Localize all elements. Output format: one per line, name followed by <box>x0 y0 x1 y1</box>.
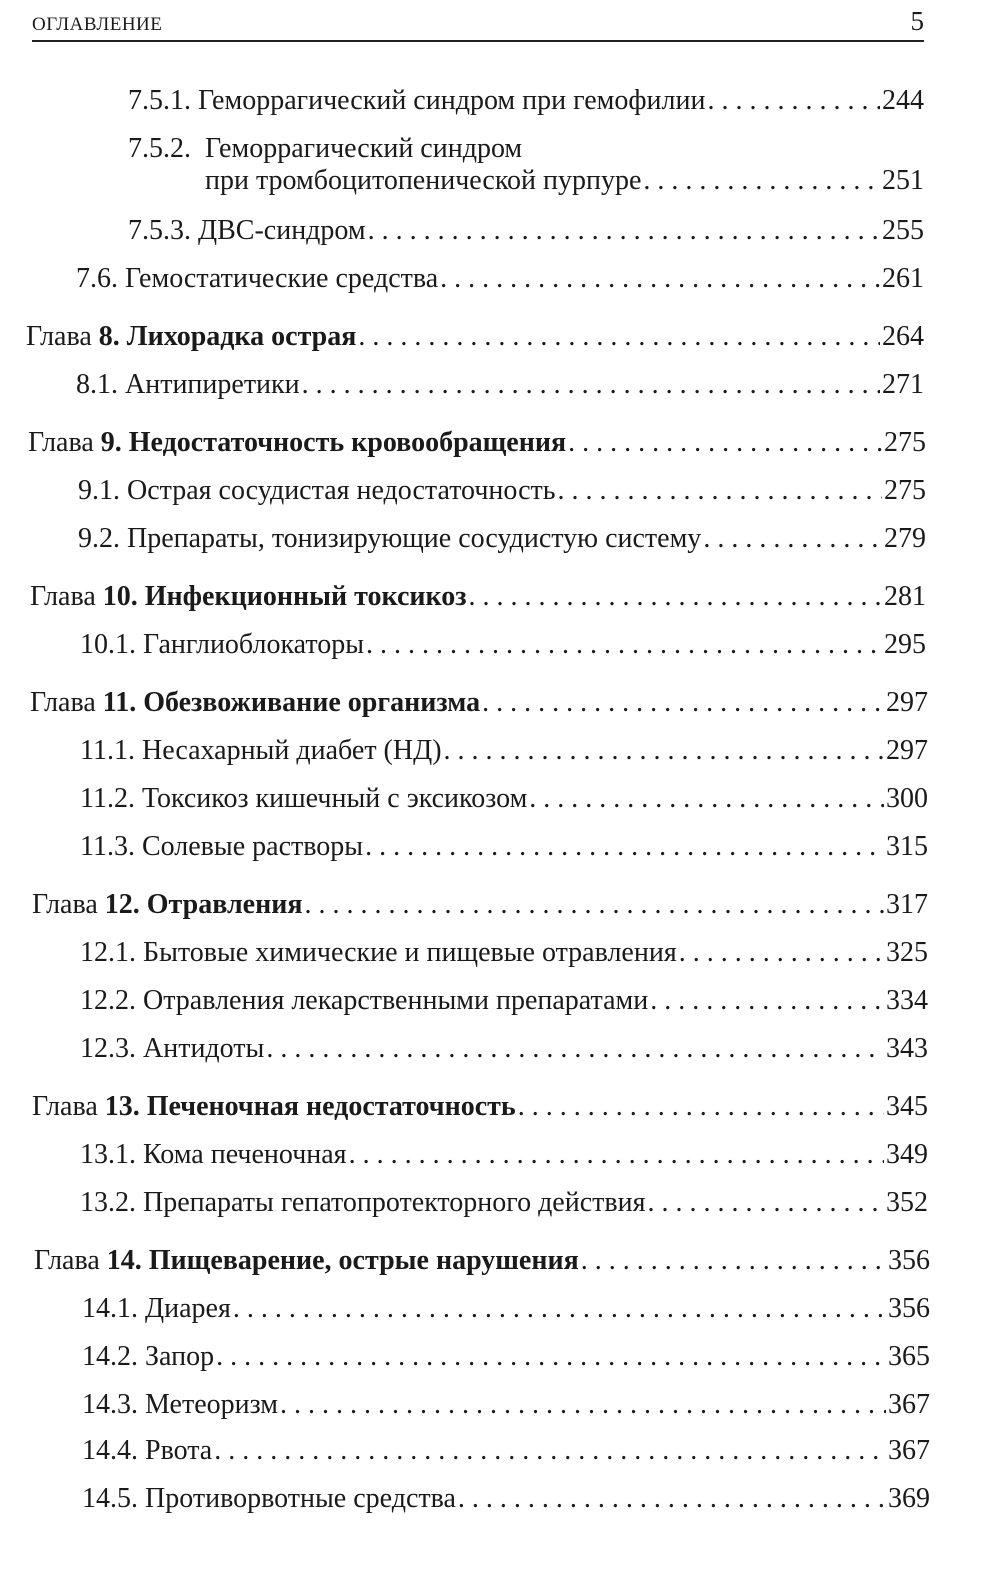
toc-page-number: 343 <box>886 1033 928 1064</box>
toc-entry-label <box>82 1340 214 1374</box>
leader-dots <box>568 426 882 460</box>
toc-page-number: 264 <box>882 321 924 352</box>
toc-entry-title: ДВС-синдром <box>198 215 366 246</box>
toc-page-number: 275 <box>884 427 926 458</box>
leader-dots <box>302 368 880 402</box>
toc-entry-label <box>128 84 705 118</box>
leader-dots <box>647 1186 884 1220</box>
leader-dots <box>581 1244 886 1278</box>
toc-entry-label <box>28 426 566 460</box>
toc-entry-title: Диарея <box>145 1293 231 1324</box>
toc-entry-title: Препараты гепатопротекторного действия <box>143 1187 646 1218</box>
toc-entry-number: 7.5.2. <box>128 133 191 164</box>
chapter-title: 9. Недостаточность кровообращения <box>100 427 567 458</box>
chapter-title: 11. Обезвоживание организма <box>102 687 481 718</box>
toc-entry-label <box>78 474 556 508</box>
toc-page-number: 281 <box>884 581 926 612</box>
toc-entry-title: Антипиретики <box>125 369 300 400</box>
leader-dots <box>280 1388 886 1422</box>
toc-entry-label <box>80 734 442 768</box>
toc-entry-title: Метеоризм <box>145 1389 278 1420</box>
toc-page-number: 295 <box>884 629 926 660</box>
toc-entry-number: 9.1. <box>78 475 120 506</box>
toc-entry-number: 14.2. <box>82 1341 138 1372</box>
toc-entry-number: 10.1. <box>80 629 136 660</box>
toc-page-number: 352 <box>886 1187 928 1218</box>
toc-entry-label <box>82 1434 212 1468</box>
toc-entry-title: Токсикоз кишечный с эксикозом <box>141 783 528 814</box>
chapter-prefix: Глава <box>30 687 96 718</box>
toc-entry-label <box>80 628 364 662</box>
toc-entry-label <box>82 1388 278 1422</box>
toc-entry-title: Запор <box>145 1341 215 1372</box>
toc-entry-number: 14.3. <box>82 1389 138 1420</box>
toc-page-number: 297 <box>886 687 928 718</box>
toc-entry-number: 9.2. <box>78 523 120 554</box>
toc-page-number: 251 <box>882 165 924 196</box>
leader-dots <box>558 474 882 508</box>
toc-entry-label <box>80 1186 645 1220</box>
toc-entry-label <box>78 522 701 556</box>
chapter-prefix: Глава <box>34 1245 100 1276</box>
toc-entry-label <box>80 782 527 816</box>
toc-page-number: 271 <box>882 369 924 400</box>
toc-entry-label <box>32 888 303 922</box>
toc-page-number: 300 <box>886 783 928 814</box>
chapter-title: 14. Пищеварение, острые нарушения <box>106 1245 579 1276</box>
toc-page-number: 365 <box>888 1341 930 1372</box>
leader-dots <box>529 782 884 816</box>
toc-entry-title: Геморрагический синдром при гемофилии <box>198 85 706 116</box>
toc-page-number: 275 <box>884 475 926 506</box>
leader-dots <box>365 830 884 864</box>
toc-entry-title: Противорвотные средства <box>145 1483 456 1514</box>
toc-entry-label <box>76 368 300 402</box>
toc-entry-label <box>80 1032 264 1066</box>
leader-dots <box>233 1292 886 1326</box>
chapter-prefix: Глава <box>26 321 92 352</box>
toc-entry-title: Ганглиоблокаторы <box>143 629 365 660</box>
leader-dots <box>216 1340 886 1374</box>
toc-entry-title: Острая сосудистая недостаточность <box>127 475 556 506</box>
toc-entry-label <box>205 164 641 198</box>
toc-page-number: 356 <box>888 1293 930 1324</box>
toc-entry-title: Гемостатические средства <box>125 263 439 294</box>
toc-entry-label <box>82 1292 231 1326</box>
toc-entry-number: 14.5. <box>82 1483 138 1514</box>
leader-dots <box>444 734 884 768</box>
toc-page-number: 367 <box>888 1389 930 1420</box>
chapter-title: 8. Лихорадка острая <box>98 321 357 352</box>
toc-entry-title: Бытовые химические и пищевые отравления <box>143 937 677 968</box>
chapter-prefix: Глава <box>28 427 94 458</box>
toc-entry-number: 11.2. <box>80 783 135 814</box>
toc-entry-label <box>30 580 467 614</box>
leader-dots <box>358 320 880 354</box>
toc-entry-number: 11.1. <box>80 735 135 766</box>
leader-dots <box>650 984 884 1018</box>
leader-dots <box>707 84 880 118</box>
chapter-prefix: Глава <box>32 889 98 920</box>
chapter-prefix: Глава <box>30 581 96 612</box>
toc-entry-title: Препараты, тонизирующие сосудистую систему <box>127 523 702 554</box>
toc-entry-label <box>128 214 366 248</box>
toc-entry-title: Кома печеночная <box>143 1139 347 1170</box>
toc-entry-number: 7.5.1. <box>128 85 191 116</box>
chapter-prefix: Глава <box>32 1091 98 1122</box>
toc-page-number: 369 <box>888 1483 930 1514</box>
leader-dots <box>266 1032 884 1066</box>
leader-dots <box>349 1138 884 1172</box>
toc-entry-number: 14.1. <box>82 1293 138 1324</box>
leader-dots <box>703 522 882 556</box>
toc-entry-title: Отравления лекарственными препаратами <box>143 985 649 1016</box>
toc-entry-number: 7.6. <box>76 263 118 294</box>
toc-page-number: 317 <box>886 889 928 920</box>
toc-page-number: 261 <box>882 263 924 294</box>
leader-dots <box>469 580 882 614</box>
toc-page-number: 279 <box>884 523 926 554</box>
toc-entry-title: Антидоты <box>143 1033 265 1064</box>
toc-entry-number: 12.1. <box>80 937 136 968</box>
toc-page-number: 356 <box>888 1245 930 1276</box>
chapter-title: 12. Отравления <box>104 889 303 920</box>
toc-page-number: 297 <box>886 735 928 766</box>
toc-entry-number: 12.3. <box>80 1033 136 1064</box>
toc-entry-label <box>80 936 677 970</box>
toc-entry-number: 8.1. <box>76 369 118 400</box>
toc-entry-label <box>34 1244 579 1278</box>
toc-entry-label <box>82 1482 456 1516</box>
leader-dots <box>440 262 880 296</box>
leader-dots <box>366 628 882 662</box>
toc-entry-label <box>80 1138 347 1172</box>
leader-dots <box>214 1434 886 1468</box>
toc-entry-label <box>76 262 438 296</box>
page-number: 5 <box>910 6 924 36</box>
toc-entry-title-line1: Геморрагический синдром <box>205 133 523 164</box>
toc-page-number: 345 <box>886 1091 928 1122</box>
toc-entry-number: 13.2. <box>80 1187 136 1218</box>
leader-dots <box>305 888 884 922</box>
toc-entry-label <box>30 686 480 720</box>
leader-dots <box>518 1090 884 1124</box>
chapter-title: 13. Печеночная недостаточность <box>104 1091 516 1122</box>
toc-entry-title: Рвота <box>145 1435 213 1466</box>
toc-page-number: 244 <box>882 85 924 116</box>
toc-entry-title: Солевые растворы <box>141 831 364 862</box>
toc-entry-label <box>26 320 356 354</box>
toc-page-number: 315 <box>886 831 928 862</box>
leader-dots <box>643 164 880 198</box>
toc-entry-number: 12.2. <box>80 985 136 1016</box>
toc-entry-label <box>80 984 648 1018</box>
toc-entry-title: Несахарный диабет (НД) <box>141 735 442 766</box>
leader-dots <box>458 1482 886 1516</box>
toc-page-number: 349 <box>886 1139 928 1170</box>
leader-dots <box>482 686 884 720</box>
running-head-title: ОГЛАВЛЕНИЕ <box>32 14 163 35</box>
toc-entry-number: 14.4. <box>82 1435 138 1466</box>
leader-dots <box>679 936 884 970</box>
toc-page-number: 325 <box>886 937 928 968</box>
toc-entry-number: 13.1. <box>80 1139 136 1170</box>
chapter-title: 10. Инфекционный токсикоз <box>102 581 467 612</box>
toc-entry-number: 11.3. <box>80 831 135 862</box>
toc-entry-label <box>80 830 363 864</box>
toc-page-number: 334 <box>886 985 928 1016</box>
toc-page-number: 367 <box>888 1435 930 1466</box>
toc-page-number: 255 <box>882 215 924 246</box>
toc-entry-number: 7.5.3. <box>128 215 191 246</box>
leader-dots <box>368 214 880 248</box>
toc-entry-title: при тромбоцитопенической пурпуре <box>205 165 642 196</box>
toc-entry-label <box>32 1090 516 1124</box>
